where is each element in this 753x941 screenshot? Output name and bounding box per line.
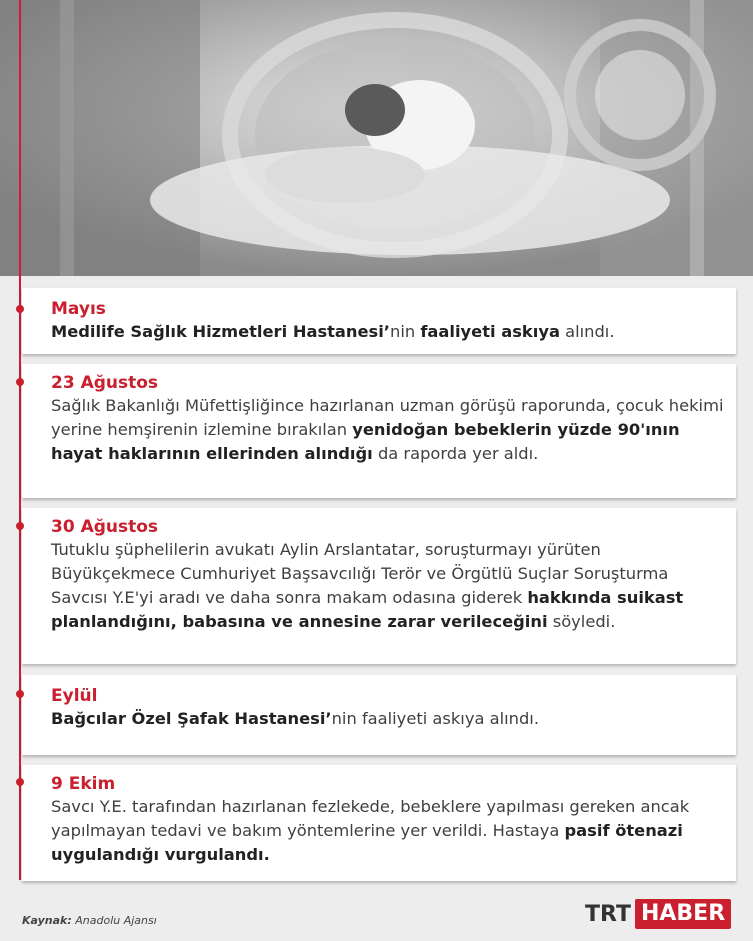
source-credit: Kaynak: Anadolu Ajansı <box>22 914 157 927</box>
timeline-card-eylul <box>22 675 736 755</box>
timeline-dot <box>16 305 24 313</box>
timeline-text: Sağlık Bakanlığı Müfettişliğince hazırlanan uzman görüşü raporunda, çocuk hekimi yerine hemşirenin izlemine bırakılan yenidoğan bebeklerin yüzde 90'ının hayat haklarının ellerinden alındığı da raporda yer aldı. <box>51 396 724 463</box>
timeline-card-9-ekim <box>22 765 736 881</box>
timeline-date: Eylül <box>51 686 98 706</box>
timeline-text: Tutuklu şüphelilerin avukatı Aylin Arslantatar, soruşturmayı yürüten Büyükçekmece Cumhuriyet Başsavcılığı Terör ve Örgütlü Suçlar Soruşturma Savcısı Y.E'yi aradı ve daha sonra makam odasına giderek hakkında suikast planlandığını, babasına ve annesine zarar verileceğini söyledi. <box>51 540 684 631</box>
timeline-dot <box>16 690 24 698</box>
timeline-date: 30 Ağustos <box>51 517 159 537</box>
timeline-text: Medilife Sağlık Hizmetleri Hastanesi’nin faaliyeti askıya alındı. <box>51 322 615 341</box>
timeline-line <box>19 0 21 880</box>
timeline-card-mayis <box>22 288 736 354</box>
timeline-card-23-agustos <box>22 364 736 498</box>
logo-haber-text: HABER <box>635 899 731 929</box>
timeline-date: Mayıs <box>51 299 106 319</box>
timeline-date: 23 Ağustos <box>51 373 159 393</box>
hero-photo <box>0 0 753 276</box>
timeline-text: Savcı Y.E. tarafından hazırlanan fezlekede, bebeklere yapılması gereken ancak yapılmayan tedavi ve bakım yöntemlerine yer verildi. Hastaya pasif ötenazi uygulandığı vurgulandı. <box>51 797 690 864</box>
trt-haber-logo <box>585 898 731 930</box>
incubator-photo-illustration <box>0 0 753 276</box>
timeline-dot <box>16 778 24 786</box>
timeline-date: 9 Ekim <box>51 774 116 794</box>
timeline-dot <box>16 522 24 530</box>
logo-trt-text: TRT <box>585 901 631 927</box>
timeline-dot <box>16 378 24 386</box>
timeline-card-30-agustos <box>22 508 736 664</box>
timeline-text: Bağcılar Özel Şafak Hastanesi’nin faaliyeti askıya alındı. <box>51 709 539 728</box>
